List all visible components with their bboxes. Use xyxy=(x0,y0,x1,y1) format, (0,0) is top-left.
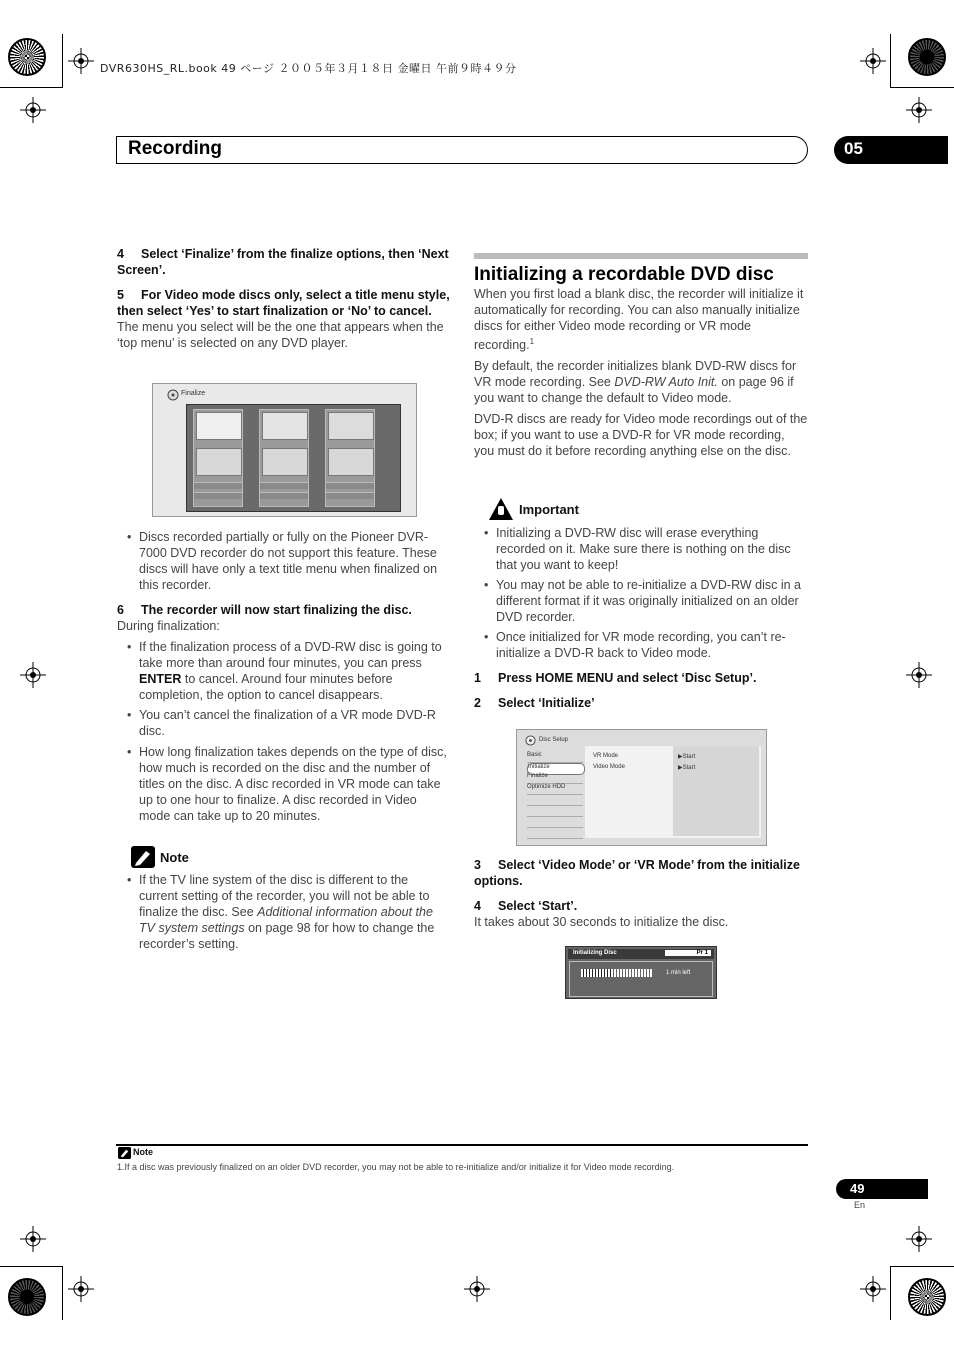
language-label: En xyxy=(854,1200,866,1210)
crosshair-icon xyxy=(464,1276,490,1302)
section-heading: Initializing a recordable DVD disc xyxy=(474,264,774,285)
note-title: Note xyxy=(160,850,189,865)
crosshair-icon xyxy=(906,1226,932,1252)
menu-style-option-1[interactable] xyxy=(193,409,243,507)
tv-system-note: • If the TV line system of the disc is different to the current setting of the recorder, you will not be able to finalize the disc. See Additional information about the TV system settings on page 98 for how to change the recorder’s setting. xyxy=(117,872,450,952)
page-number-badge xyxy=(836,1179,928,1199)
start-vr-button[interactable]: ▶Start xyxy=(678,754,696,760)
menu-item-initialize[interactable]: Initialize xyxy=(527,763,585,775)
dvd-r-paragraph: DVD-R discs are ready for Video mode recordings out of the box; if you want to use a DVD-R for VR mode recording, you must do it before recording anything else on the disc. xyxy=(474,412,808,459)
menu-item-finalize[interactable]: Finalize xyxy=(527,773,583,784)
progress-track xyxy=(581,969,653,977)
right-column-steps xyxy=(474,857,808,930)
vr-mode-warning-bullet: • Once initialized for VR mode recording, you can’t re-initialize a DVD-R back to Video mode. xyxy=(474,629,808,661)
step-4-body: It takes about 30 seconds to initialize the disc. xyxy=(474,915,729,929)
menu-item-empty xyxy=(527,817,583,828)
registration-burst-icon xyxy=(908,1278,946,1316)
start-video-button[interactable]: ▶Start xyxy=(678,765,696,771)
initializing-disc-screenshot xyxy=(565,946,717,999)
init-title: Initializing Disc xyxy=(573,950,617,956)
finalize-screen-label: Finalize xyxy=(181,390,206,397)
menu-item-empty xyxy=(527,806,583,817)
page-number: 49 xyxy=(850,1181,865,1196)
pioneer-compatibility-bullet: • Discs recorded partially or fully on the Pioneer DVR-7000 DVD recorder do not support this feature. These discs will have only a text title menu when finalized on this recorder. xyxy=(117,529,450,593)
registration-burst-icon xyxy=(8,38,46,76)
right-column xyxy=(474,286,808,459)
menu-item-optimize-hdd[interactable]: Optimize HDD xyxy=(527,784,583,795)
section-title: Recording xyxy=(128,138,222,159)
section-rule xyxy=(474,253,808,259)
important-title: Important xyxy=(519,502,579,517)
erase-warning-bullet: • Initializing a DVD-RW disc will erase everything recorded on it. Make sure there is nothing on the disc that you want to keep! xyxy=(474,525,808,573)
footnote-title: Note xyxy=(133,1147,153,1157)
crosshair-icon xyxy=(20,1226,46,1252)
menu-item-basic[interactable]: Basic xyxy=(527,752,583,763)
step-2-initialize: 2 Select ‘Initialize’ xyxy=(474,696,595,710)
init-body xyxy=(569,961,713,997)
crosshair-icon xyxy=(20,662,46,688)
chapter-badge xyxy=(834,136,948,164)
menu-item-empty xyxy=(527,828,583,839)
crosshair-icon xyxy=(860,1276,886,1302)
registration-burst-icon xyxy=(8,1278,46,1316)
disc-icon xyxy=(167,389,179,401)
footnote-rule xyxy=(116,1144,808,1146)
channel-badge: Pr 1 xyxy=(665,950,711,956)
crosshair-icon xyxy=(860,48,886,74)
step-4-start: 4 Select ‘Start’. xyxy=(474,899,578,913)
finalization-time-bullet: • How long finalization takes depends on the type of disc, how much is recorded on the disc and the number of titles on the disc. A disc recorded in VR mode can take up to one hour to finalize. A disc recorded in Video mode can take up to 20 minutes. xyxy=(117,744,450,824)
progress-fill xyxy=(581,969,613,977)
option-video-mode[interactable]: Video Mode xyxy=(593,764,625,770)
step-6-finalizing: 6 The recorder will now start finalizing the disc. xyxy=(117,603,412,617)
menu-style-option-3[interactable] xyxy=(325,409,375,507)
step-5-menu-style: 5 For Video mode discs only, select a title menu style, then select ‘Yes’ to start finalization or ‘No’ to cancel. xyxy=(117,288,450,318)
default-mode-paragraph: By default, the recorder initializes blank DVD-RW discs for VR mode recording. See DVD-RW Auto Init. on page 96 if you want to change the default to Video mode. xyxy=(474,359,797,406)
step-4-finalize: 4 Select ‘Finalize’ from the finalize options, then ‘Next Screen’. xyxy=(117,247,449,277)
disc-icon xyxy=(525,735,536,746)
print-header: DVR630HS_RL.book 49 ページ ２００５年３月１８日 金曜日 午前９時４９分 xyxy=(100,62,517,75)
important-list xyxy=(474,525,808,711)
note-icon xyxy=(118,1147,131,1159)
crosshair-icon xyxy=(906,97,932,123)
crosshair-icon xyxy=(906,662,932,688)
crosshair-icon xyxy=(20,97,46,123)
step-3-select-mode: 3 Select ‘Video Mode’ or ‘VR Mode’ from the initialize options. xyxy=(474,858,800,888)
registration-burst-icon xyxy=(908,38,946,76)
option-vr-mode[interactable]: VR Mode xyxy=(593,753,619,759)
reinitialize-warning-bullet: • You may not be able to re-initialize a DVD-RW disc in a different format if it was originally initialized on an older DVD recorder. xyxy=(474,577,808,625)
time-remaining: 1 min left xyxy=(666,970,691,976)
actions-panel xyxy=(673,746,759,836)
left-column-lower xyxy=(117,529,450,824)
options-panel xyxy=(585,746,761,838)
finalize-screenshot xyxy=(152,383,417,517)
left-column xyxy=(117,246,450,351)
step-5-body: The menu you select will be the one that appears when the ‘top menu’ is selected on any DVD player. xyxy=(117,320,444,350)
warning-hand-icon xyxy=(488,497,514,521)
title-menu-styles-panel xyxy=(186,404,401,512)
crosshair-icon xyxy=(68,48,94,74)
vr-mode-cancel-bullet: • You can’t cancel the finalization of a VR mode DVD-R disc. xyxy=(117,707,450,739)
disc-setup-screenshot xyxy=(516,729,767,846)
menu-item-empty xyxy=(527,795,583,806)
footnote-text: 1.If a disc was previously finalized on an older DVD recorder, you may not be able to re-initialize and/or initialize it for Video mode recording. xyxy=(117,1162,675,1172)
disc-setup-title: Disc Setup xyxy=(539,737,569,743)
crosshair-icon xyxy=(68,1276,94,1302)
chapter-number: 05 xyxy=(844,139,863,158)
step-1-home-menu: 1 Press HOME MENU and select ‘Disc Setup’. xyxy=(474,671,757,685)
note-icon xyxy=(131,846,155,868)
menu-style-option-2[interactable] xyxy=(259,409,309,507)
step-6-body: During finalization: xyxy=(117,619,220,633)
intro-paragraph: When you first load a blank disc, the recorder will initialize it automatically for recording. You can also manually initialize discs for either Video mode recording or VR mode recording.$^1$ xyxy=(474,287,804,353)
cancel-finalization-bullet: • If the finalization process of a DVD-RW disc is going to take more than around four minutes, you can press ENTER to cancel. Around four minutes before completion, the option to cancel disappears. xyxy=(117,639,450,703)
init-title-bar xyxy=(568,949,714,959)
